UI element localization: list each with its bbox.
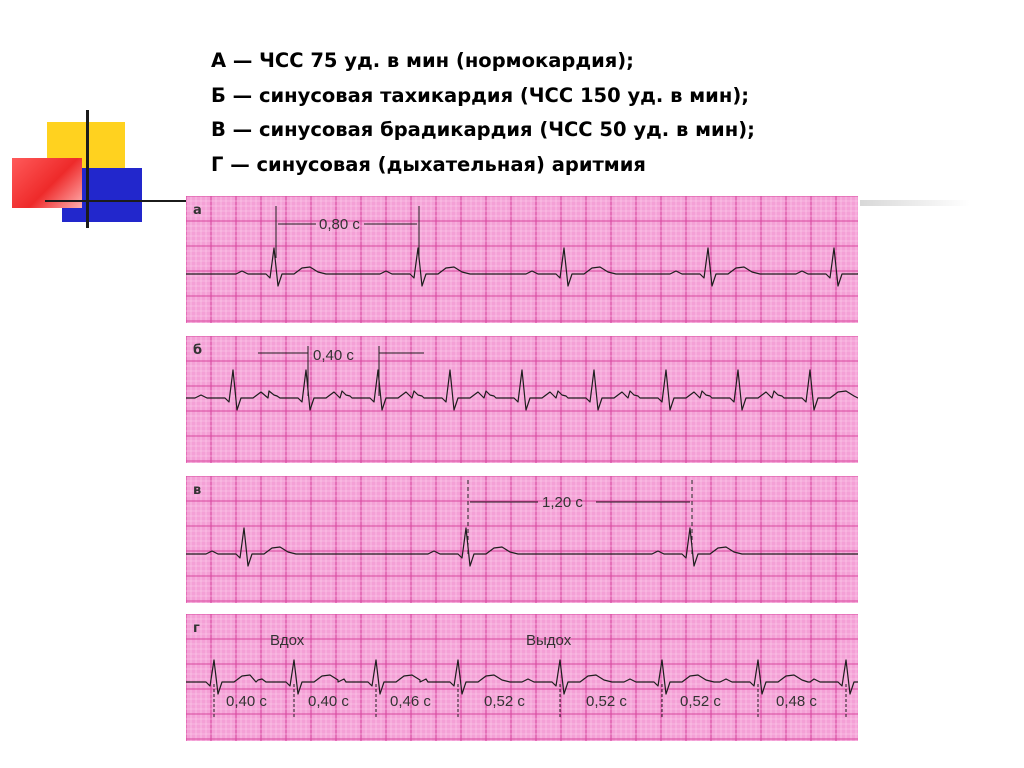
caption-line-d: Г — синусовая (дыхательная) аритмия [211, 152, 646, 176]
decorative-gradient-line [860, 200, 970, 206]
interval-label: 0,52 с [680, 693, 721, 710]
interval-label: 0,40 с [308, 693, 349, 710]
strip-label: в [193, 483, 202, 498]
strip-label: б [193, 343, 203, 358]
interval-label: 0,40 с [313, 347, 354, 364]
caption-line-a: А — ЧСС 75 уд. в мин (нормокардия); [211, 49, 634, 72]
ecg-paper [186, 476, 858, 603]
strip-label: а [193, 203, 202, 218]
ecg-strip-b-svg [186, 336, 858, 463]
annotation-exhale: Выдох [526, 632, 572, 649]
caption-line-b: Б — синусовая тахикардия (ЧСС 150 уд. в мин); [211, 83, 750, 107]
interval-label: 0,40 с [226, 693, 267, 710]
strip-label: г [193, 621, 200, 636]
interval-label: 0,46 с [390, 693, 431, 710]
logo-horizontal-line [45, 200, 195, 202]
interval-label: 1,20 с [542, 494, 583, 511]
interval-label: 0,52 с [586, 693, 627, 710]
interval-label: 0,80 с [319, 216, 360, 233]
annotation-inhale: Вдох [270, 632, 305, 649]
ecg-strip-a [186, 196, 858, 323]
ecg-strip-c [186, 476, 858, 603]
interval-label: 0,48 с [776, 693, 817, 710]
ecg-paper [186, 196, 858, 323]
interval-label: 0,52 с [484, 693, 525, 710]
slide-logo [0, 0, 200, 240]
ecg-strip-d [186, 614, 858, 741]
ecg-strip-c-svg [186, 476, 858, 603]
figure-caption [211, 44, 755, 182]
caption-line-c: В — синусовая брадикардия (ЧСС 50 уд. в мин); [211, 118, 755, 141]
ecg-paper [186, 336, 858, 463]
ecg-strip-b [186, 336, 858, 463]
ecg-strip-d-svg [186, 614, 858, 741]
logo-vertical-line [86, 110, 89, 228]
ecg-strip-a-svg [186, 196, 858, 323]
